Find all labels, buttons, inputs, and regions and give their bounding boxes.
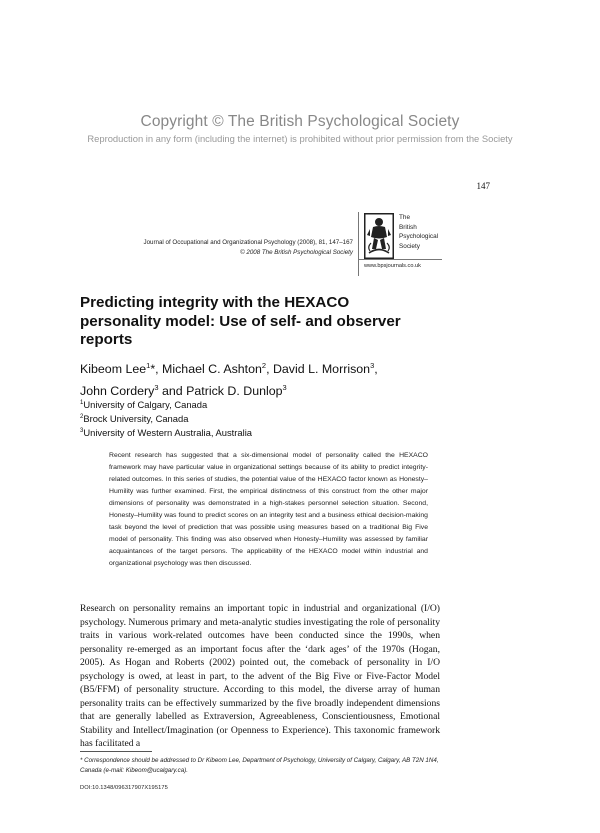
bps-name: The British Psychological Society: [399, 214, 439, 250]
article-title: Predicting integrity with the HEXACO personality model: Use of self- and observer reports: [80, 294, 401, 348]
journal-citation: Journal of Occupational and Organizational Psychology (2008), 81, 147–167: [143, 239, 353, 246]
author-name: Patrick D. Dunlop: [186, 383, 283, 398]
author-mark: 3: [282, 382, 287, 392]
correspondence-footnote: * Correspondence should be addressed to Dr Kibeom Lee, Department of Psychology, University of Calgary, Calgary, AB T2N 1N4, Canada (e-mail: Kibeom@ucalgary.ca).: [80, 757, 439, 774]
bps-logo: [364, 213, 394, 259]
author-mark: 1: [146, 361, 151, 370]
author-mark: 3: [154, 382, 159, 392]
affiliation: $^2$Brock University, Canada: [80, 413, 189, 425]
body-paragraph: Research on personality remains an important topic in industrial and organizational (I/O) psychology. Numerous primary and meta-analytic studies investigating the role of personality traits in various work-related outcomes have been conducted since the 1990s, when personality re-emerged as an important focus after the ‘dark ages’ of the 1970s (Hogan, 2005). As Hogan and Roberts (2002) pointed out, the comeback of personality in I/O psychology is owed, at least in part, to the advent of the Big Five or Five-Factor Model (B5/FFM) of personality structure. According to this model, the diverse array of human personality traits can be effectively summarized by the five broadly independent dimensions that are generally labelled as Extraversion, Agreeableness, Conscientiousness, Emotional Stability and Intellect/Imagination (or Openness to Experience). This taxonomic framework has facilitated a: [80, 603, 440, 750]
author-mark: 3: [370, 361, 375, 370]
journal-info: [144, 238, 353, 258]
header-divider-vertical: [358, 212, 359, 276]
abstract: Recent research has suggested that a six-dimensional model of personality called the HEXACO framework may have particular value in organizational settings because of its ability to predict integrity-related outcomes. In this series of studies, the potential value of the HEXACO factor known as Honesty–Humility was further examined. First, the empirical distinctness of this construct from the other major dimensions of personality was demonstrated in a high-stakes personnel selection situation. Second, Honesty–Humility was found to predict scores on an integrity test and a business ethical decision-making task beyond the level of prediction that was possible using measures based on a traditional Big Five model of personality. This finding was also observed when Honesty–Humility was assessed by familiar acquaintances of the target persons. The applicability of the HEXACO model within industrial and organizational psychology was then discussed.: [109, 452, 428, 567]
author-name: David L. Morrison: [272, 362, 371, 377]
affiliation: $^1$University of Calgary, Canada: [80, 399, 208, 411]
page-number: 147: [476, 181, 490, 191]
footnote-divider: [80, 751, 152, 752]
author-name: John Cordery: [80, 383, 155, 398]
author-name: Michael C. Ashton: [162, 362, 262, 377]
reproduction-notice: Reproduction in any form (including the internet) is prohibited without prior permission from the Society: [87, 133, 513, 144]
copyright-watermark: Copyright © The British Psychological Society: [140, 113, 460, 130]
bps-url[interactable]: www.bpsjournals.co.uk: [364, 263, 421, 269]
doi: DOI:10.1348/096317907X195175: [80, 785, 168, 791]
header-divider-horizontal: [358, 259, 442, 260]
author-name: Kibeom Lee: [80, 362, 147, 377]
affiliation: $^3$University of Western Australia, Australia: [80, 427, 252, 439]
journal-copyright: © 2008 The British Psychological Society: [240, 249, 353, 256]
author-list: Kibeom Lee$^1$*, Michael C. Ashton$^2$, David L. Morrison$^3$, John Cordery$^3$ and Patrick D. Dunlop$^3$: [80, 361, 378, 398]
author-mark: 2: [261, 361, 267, 370]
